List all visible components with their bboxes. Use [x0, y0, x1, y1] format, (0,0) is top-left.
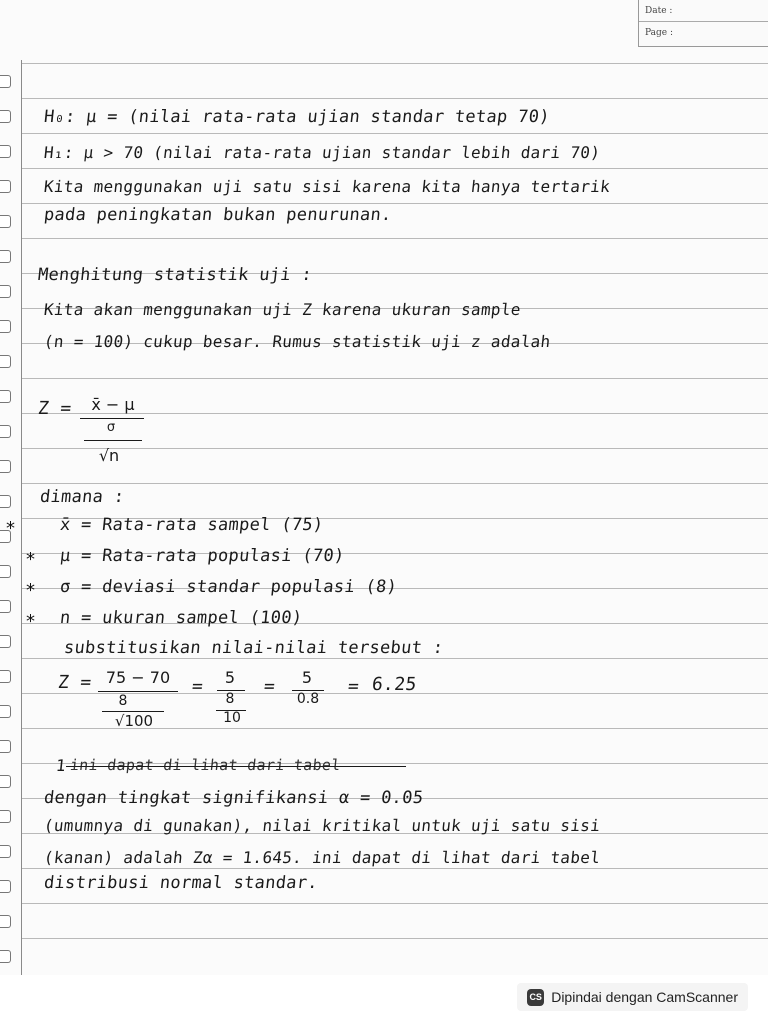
formula-sub-bar: [84, 440, 142, 441]
binder-hole: [0, 600, 11, 613]
binder-hole: [0, 110, 11, 123]
binder-hole: [0, 950, 11, 963]
hypothesis-note-line-2: pada peningkatan bukan penurunan.: [42, 205, 393, 225]
struck-out-prefix: 1: [55, 756, 67, 775]
header-divider: [639, 21, 768, 22]
binder-hole: [0, 250, 11, 263]
strikethrough-line: [66, 766, 406, 767]
binder-hole: [0, 180, 11, 193]
binder-hole: [0, 75, 11, 88]
hypothesis-note-line-1: Kita menggunakan uji satu sisi karena kita hanya tertarik: [43, 177, 612, 196]
binder-hole: [0, 635, 11, 648]
substitution-frac1-den-top: 8: [118, 693, 128, 709]
substitution-frac1-numerator: 75 − 70: [105, 668, 171, 687]
hypothesis-h0: H₀: μ = (nilai rata-rata ujian standar tetap 70): [42, 107, 551, 127]
ruled-line: [22, 238, 768, 239]
binder-hole: [0, 145, 11, 158]
definition-item: μ = Rata-rata populasi (70): [58, 546, 346, 566]
binder-hole: [0, 390, 11, 403]
ruled-line: [22, 868, 768, 869]
ruled-line: [22, 658, 768, 659]
conclusion-line-1: dengan tingkat signifikansi α = 0.05: [42, 788, 425, 808]
binder-hole: [0, 915, 11, 928]
definitions-intro: dimana :: [38, 487, 126, 507]
ruled-line: [22, 938, 768, 939]
binder-hole: [0, 425, 11, 438]
binder-hole: [0, 845, 11, 858]
substitution-lhs: Z =: [56, 672, 93, 693]
substitution-frac2-numerator: 5: [224, 668, 236, 687]
binder-hole: [0, 355, 11, 368]
substitution-frac2-den-bottom: 10: [223, 710, 241, 726]
bullet-star: *: [26, 580, 35, 601]
binder-hole: [0, 880, 11, 893]
formula-numerator: x̄ − μ: [91, 395, 135, 414]
formula-denominator-sigma: σ: [106, 420, 116, 435]
bullet-star: *: [6, 518, 15, 539]
substitution-frac3-denominator: 0.8: [296, 691, 320, 707]
equals-sign: =: [262, 676, 277, 697]
binder-hole: [0, 320, 11, 333]
ruled-line: [22, 63, 768, 64]
formula-lhs: Z =: [36, 398, 73, 419]
binder-hole: [0, 810, 11, 823]
binder-hole: [0, 670, 11, 683]
binder-hole: [0, 215, 11, 228]
binder-hole: [0, 740, 11, 753]
camscanner-logo-icon: CS: [527, 989, 544, 1006]
binder-hole: [0, 705, 11, 718]
definition-item: x̄ = Rata-rata sampel (75): [58, 515, 325, 535]
substitution-result: 6.25: [370, 674, 418, 695]
statistic-text-line-2: (n = 100) cukup besar. Rumus statistik uji z adalah: [43, 332, 552, 351]
binder-hole: [0, 775, 11, 788]
conclusion-line-4: distribusi normal standar.: [42, 873, 319, 893]
binder-hole: [0, 460, 11, 473]
substitution-frac2-den-top: 8: [225, 691, 235, 707]
ruled-line: [22, 203, 768, 204]
formula-denominator-sqrt: √n: [98, 446, 120, 465]
substitution-frac3-numerator: 5: [301, 668, 313, 687]
statistic-text-line-1: Kita akan menggunakan uji Z karena ukuran sample: [43, 300, 522, 319]
ruled-line: [22, 903, 768, 904]
binder-hole: [0, 565, 11, 578]
conclusion-line-3: (kanan) adalah Zα = 1.645. ini dapat di lihat dari tabel: [43, 848, 602, 867]
definition-item: n = ukuran sampel (100): [58, 608, 304, 628]
struck-out-text: ini dapat di lihat dari tabel: [69, 756, 342, 774]
camscanner-badge: [517, 983, 748, 1011]
ruled-line: [22, 98, 768, 99]
binder-hole: [0, 495, 11, 508]
bullet-star: *: [26, 611, 35, 632]
conclusion-line-2: (umumnya di gunakan), nilai kritikal untuk uji satu sisi: [43, 816, 602, 835]
bullet-star: *: [26, 549, 35, 570]
equals-sign: =: [190, 676, 205, 697]
date-page-box: [638, 0, 768, 47]
hypothesis-h1: H₁: μ > 70 (nilai rata-rata ujian standar lebih dari 70): [43, 143, 602, 162]
ruled-line: [22, 483, 768, 484]
definition-item: σ = deviasi standar populasi (8): [58, 577, 399, 597]
date-label: Date :: [645, 6, 673, 16]
section-heading-statistic: Menghitung statistik uji :: [36, 265, 313, 285]
page-label: Page :: [645, 28, 673, 38]
substitution-intro: substitusikan nilai-nilai tersebut :: [62, 638, 445, 658]
binder-hole: [0, 285, 11, 298]
scan-footer: [0, 975, 768, 1024]
formula-fraction-bar: [80, 418, 144, 419]
ruled-line: [22, 133, 768, 134]
ruled-line: [22, 168, 768, 169]
substitution-frac1-bar: [98, 691, 178, 692]
equals-sign: =: [346, 676, 361, 697]
ruled-line: [22, 378, 768, 379]
camscanner-label: Dipindai dengan CamScanner: [551, 989, 738, 1005]
substitution-frac1-den-bottom: √100: [114, 712, 154, 730]
